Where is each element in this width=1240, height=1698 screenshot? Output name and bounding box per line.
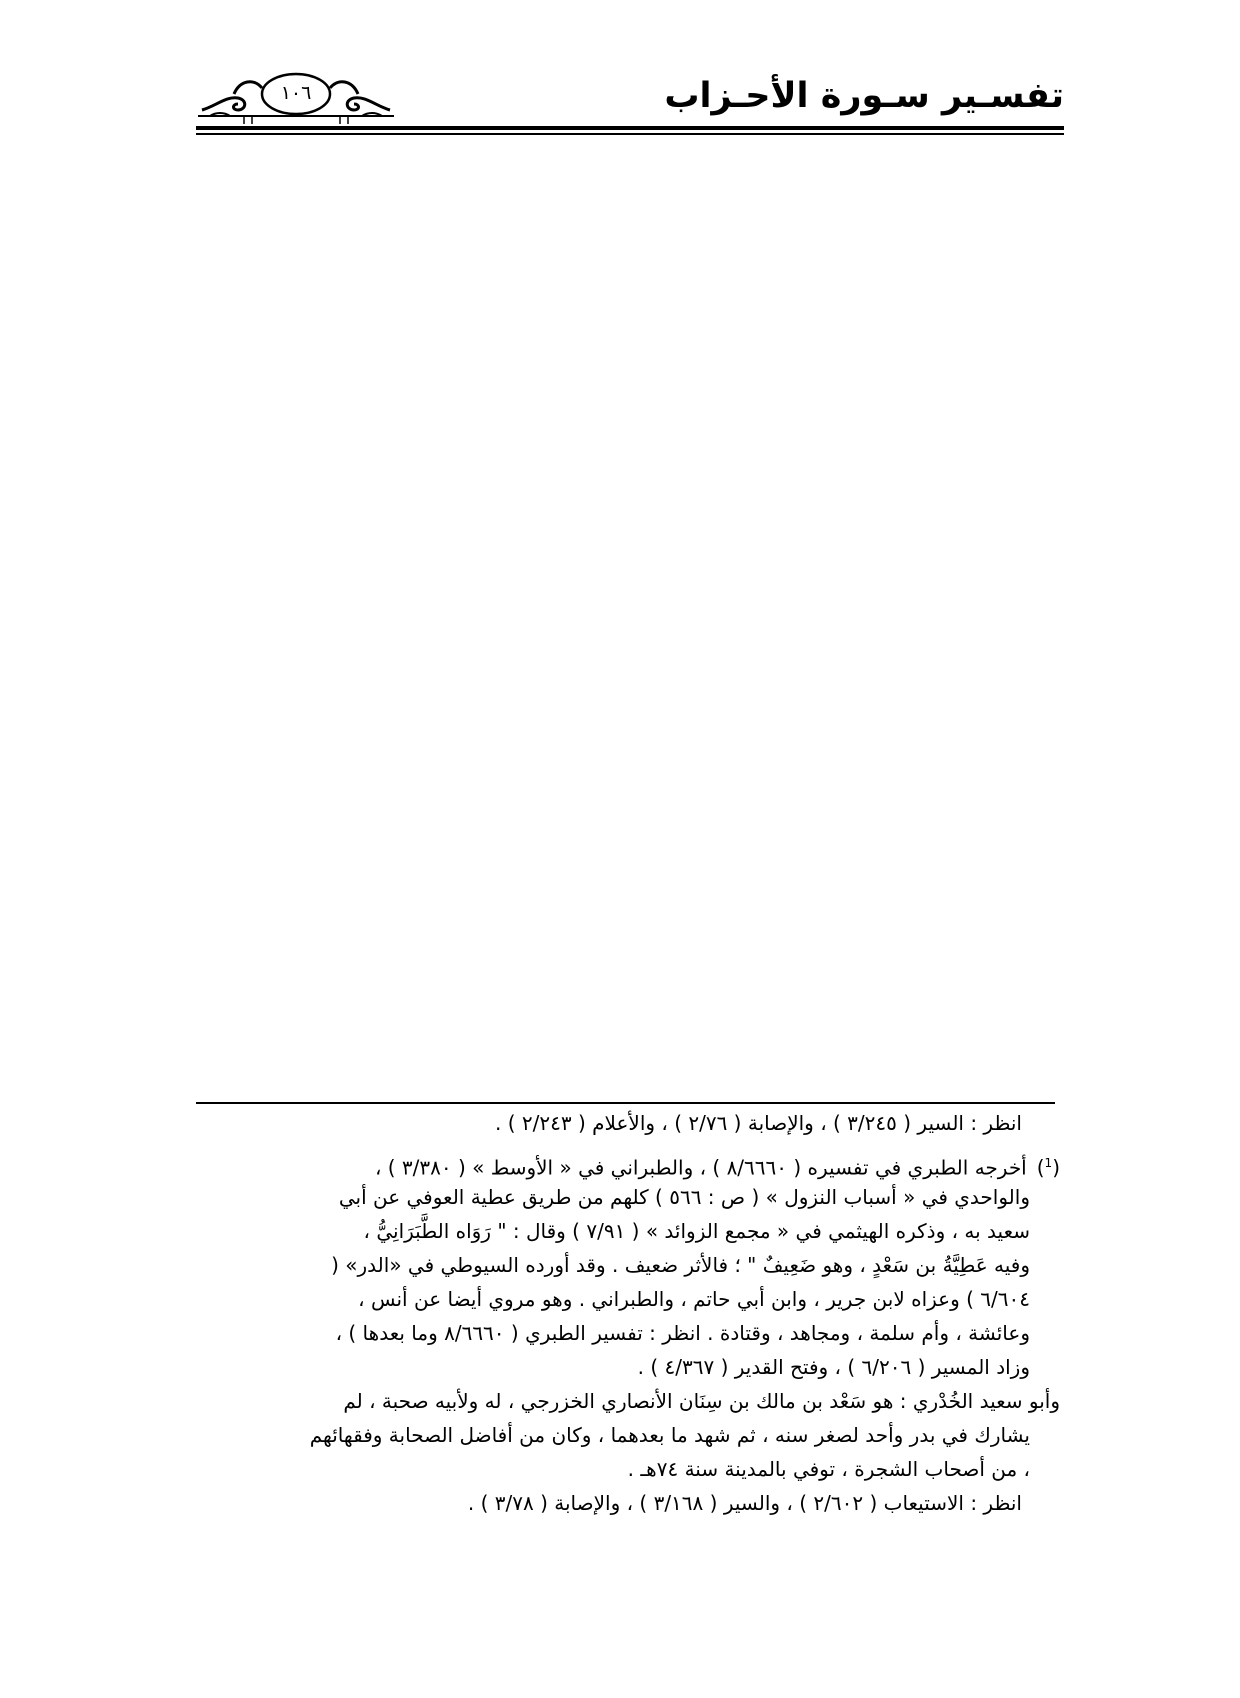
footnote-1-line: وزاد المسير ( ٦/٢٠٦ ) ، وفتح القدير ( ٤/٣٦٧ ) . [637, 1355, 1030, 1379]
footnote-1-line: وعائشة ، وأم سلمة ، ومجاهد ، وقتادة . انظر : تفسير الطبري ( ٨/٦٦٦٠ وما بعدها ) ، [335, 1321, 1030, 1345]
bio-reference-line: انظر : الاستيعاب ( ٢/٦٠٢ ) ، والسير ( ٣/١٦٨ ) ، والإصابة ( ٣/٧٨ ) . [467, 1491, 1022, 1515]
page-number: ١٠٦ [280, 82, 312, 104]
footnote-1-line: وفيه عَطِيَّةُ بن سَعْدٍ ، وهو ضَعِيفٌ " ؛ فالأثر ضعيف . وقد أورده السيوطي في «الدر» ( [331, 1253, 1030, 1277]
bio-line: وأبو سعيد الخُدْري : هو سَعْد بن مالك بن سِنَان الأنصاري الخزرجي ، له ولأبيه صحبة ، لم [343, 1389, 1060, 1413]
header-rule-thick [196, 126, 1064, 130]
footnote-marker: ($^1$) [1036, 1155, 1060, 1180]
page-title: تفسـير سـورة الأحـزاب [664, 76, 1064, 116]
bio-line: ، من أصحاب الشجرة ، توفي بالمدينة سنة ٧٤هـ . [627, 1457, 1030, 1481]
header-rule-thin [196, 133, 1064, 135]
footnote-continuation: انظر : السير ( ٣/٢٤٥ ) ، والإصابة ( ٢/٧٦ ) ، والأعلام ( ٢/٢٤٣ ) . [495, 1111, 1022, 1135]
bio-line: يشارك في بدر وأحد لصغر سنه ، ثم شهد ما بعدهما ، وكان من أفاضل الصحابة وفقهائهم [309, 1423, 1030, 1447]
footnote-1-line: ($^1$)أخرجه الطبري في تفسيره ( ٨/٦٦٦٠ ) ، والطبراني في « الأوسط » ( ٣/٣٨٠ ) ، [180, 1146, 1060, 1180]
footnote-1-line: سعيد به ، وذكره الهيثمي في « مجمع الزوائد » ( ٧/٩١ ) وقال : " رَوَاه الطَّبَرَانِيُّ ، [363, 1219, 1030, 1243]
footnote-1-line: ٦/٦٠٤ ) وعزاه لابن جرير ، وابن أبي حاتم ، والطبراني . وهو مروي أيضا عن أنس ، [358, 1287, 1030, 1311]
footnote-separator [196, 1102, 1055, 1104]
footnote-1-line: والواحدي في « أسباب النزول » ( ص : ٥٦٦ ) كلهم من طريق عطية العوفي عن أبي [338, 1185, 1030, 1209]
footnotes-section [180, 1106, 1060, 1520]
